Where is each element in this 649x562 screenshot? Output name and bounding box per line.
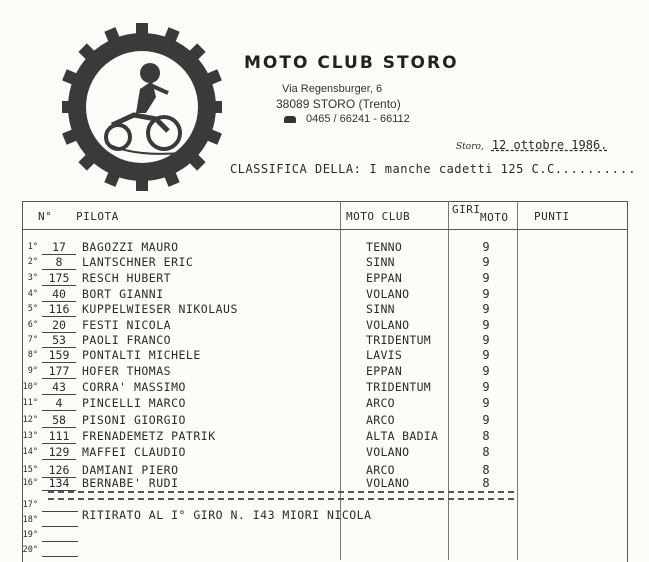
row-giri: 9 [482, 302, 490, 316]
row-giri: 9 [482, 364, 490, 378]
classifica-value: I manche cadetti 125 C.C. [369, 162, 563, 176]
row-position: 17° [22, 500, 38, 510]
header-punti: PUNTI [534, 210, 570, 223]
row-pilota: CORRA' MASSIMO [82, 380, 186, 394]
row-position: 3° [27, 273, 38, 283]
row-giri: 9 [482, 318, 490, 332]
row-club: VOLANO [366, 445, 410, 459]
row-position: 6° [27, 320, 38, 330]
row-pilota: PINCELLI MARCO [82, 396, 186, 410]
row-start-number: 40 [42, 287, 76, 302]
row-giri: 9 [482, 255, 490, 269]
club-phone [284, 113, 410, 125]
row-pilota: KUPPELWIESER NIKOLAUS [82, 302, 238, 316]
header-moto-club: MOTO CLUB [346, 210, 411, 223]
row-club: EPPAN [366, 271, 403, 285]
row-club: LAVIS [366, 348, 403, 362]
row-giri: 9 [482, 287, 490, 301]
row-position: 4° [27, 289, 38, 299]
row-start-number: 134 [42, 476, 76, 491]
row-position: 19° [22, 530, 38, 540]
row-start-number-blank [42, 498, 78, 512]
row-giri: 8 [482, 445, 490, 459]
row-club: TENNO [366, 240, 403, 254]
row-pilota: DAMIANI PIERO [82, 463, 179, 477]
row-start-number: 8 [42, 255, 76, 270]
table-row [0, 429, 649, 444]
row-position: 8° [27, 350, 38, 360]
table-row [0, 333, 649, 348]
row-giri: 8 [482, 476, 490, 490]
row-club: VOLANO [366, 476, 410, 490]
row-pilota: PISONI GIORGIO [82, 413, 186, 427]
row-giri: 9 [482, 240, 490, 254]
telephone-icon [284, 116, 296, 123]
row-club: EPPAN [366, 364, 403, 378]
row-club: ARCO [366, 463, 395, 477]
row-club: VOLANO [366, 287, 410, 301]
header-n: N° [38, 210, 53, 223]
table-row [0, 271, 649, 286]
row-position: 5° [27, 304, 38, 314]
classifica-label: CLASSIFICA DELLA: [230, 162, 362, 176]
row-start-number: 126 [42, 463, 76, 478]
phone-number: 0465 / 66241 - 66112 [306, 113, 410, 125]
row-club: SINN [366, 255, 395, 269]
classifica-line [230, 162, 636, 176]
ritirato-note: RITIRATO AL I° GIRO N. I43 MIORI NICOLA [82, 508, 372, 522]
row-start-number-blank [42, 513, 78, 527]
table-row [0, 302, 649, 317]
table-row [0, 255, 649, 270]
row-start-number: 17 [42, 240, 76, 255]
row-giri: 8 [482, 463, 490, 477]
row-giri: 8 [482, 429, 490, 443]
row-position: 12° [22, 415, 38, 425]
row-position: 1° [27, 242, 38, 252]
row-position: 10° [22, 382, 38, 392]
classifica-dots: ......... [562, 162, 637, 176]
row-pilota: PAOLI FRANCO [82, 333, 172, 347]
row-start-number-blank [42, 528, 78, 542]
row-club: ARCO [366, 413, 395, 427]
table-row [0, 287, 649, 302]
header-giri: GIRI [452, 203, 481, 216]
row-position: 15° [22, 465, 38, 475]
table-row [0, 396, 649, 411]
row-giri: 9 [482, 396, 490, 410]
row-giri: 9 [482, 413, 490, 427]
row-start-number: 4 [42, 396, 76, 411]
row-start-number: 175 [42, 271, 76, 286]
header-moto: MOTO [480, 211, 509, 224]
row-club: VOLANO [366, 318, 410, 332]
club-city: 38089 STORO (Trento) [276, 97, 401, 111]
header-divider [22, 229, 627, 230]
row-start-number: 53 [42, 333, 76, 348]
row-pilota: LANTSCHNER ERIC [82, 255, 194, 269]
table-row [0, 348, 649, 363]
row-club: ARCO [366, 396, 395, 410]
row-position: 2° [27, 257, 38, 267]
row-pilota: PONTALTI MICHELE [82, 348, 201, 362]
row-position: 13° [22, 431, 38, 441]
club-title: MOTO CLUB STORO [244, 53, 459, 73]
row-pilota: RESCH HUBERT [82, 271, 172, 285]
date-label: Storo, [456, 142, 484, 152]
table-row [0, 380, 649, 395]
row-pilota: HOFER THOMAS [82, 364, 172, 378]
row-start-number: 116 [42, 302, 76, 317]
header-pilota: PILOTA [76, 210, 119, 223]
row-position: 9° [27, 366, 38, 376]
row-pilota: BORT GIANNI [82, 287, 164, 301]
table-row [0, 318, 649, 333]
row-start-number-blank [42, 543, 78, 557]
row-club: TRIDENTUM [366, 380, 432, 394]
row-giri: 9 [482, 380, 490, 394]
row-position: 11° [22, 398, 38, 408]
row-pilota: BERNABE' RUDI [82, 476, 179, 490]
club-logo-gear-icon [62, 22, 222, 192]
table-row [0, 476, 649, 491]
table-row [0, 445, 649, 460]
row-pilota: BAGOZZI MAURO [82, 240, 179, 254]
row-position: 7° [27, 335, 38, 345]
row-pilota: FRENADEMETZ PATRIK [82, 429, 216, 443]
table-row [0, 240, 649, 255]
row-start-number: 111 [42, 429, 76, 444]
row-pilota: FESTI NICOLA [82, 318, 172, 332]
row-position: 20° [22, 545, 38, 555]
row-giri: 9 [482, 271, 490, 285]
row-start-number: 43 [42, 380, 76, 395]
empty-row [0, 543, 649, 558]
row-position: 14° [22, 447, 38, 457]
row-start-number: 58 [42, 413, 76, 428]
club-street: Via Regensburger, 6 [282, 83, 383, 95]
row-giri: 9 [482, 333, 490, 347]
row-club: TRIDENTUM [366, 333, 432, 347]
row-start-number: 20 [42, 318, 76, 333]
row-club: SINN [366, 302, 395, 316]
row-position: 16° [22, 478, 38, 488]
row-giri: 9 [482, 348, 490, 362]
row-start-number: 129 [42, 445, 76, 460]
row-start-number: 177 [42, 364, 76, 379]
date-line [456, 138, 607, 152]
table-row [0, 364, 649, 379]
row-position: 18° [22, 515, 38, 525]
row-start-number: 159 [42, 348, 76, 363]
table-row [0, 413, 649, 428]
row-pilota: MAFFEI CLAUDIO [82, 445, 186, 459]
row-club: ALTA BADIA [366, 429, 439, 443]
date-value: 12 ottobre 1986. [491, 138, 608, 152]
empty-row [0, 528, 649, 543]
